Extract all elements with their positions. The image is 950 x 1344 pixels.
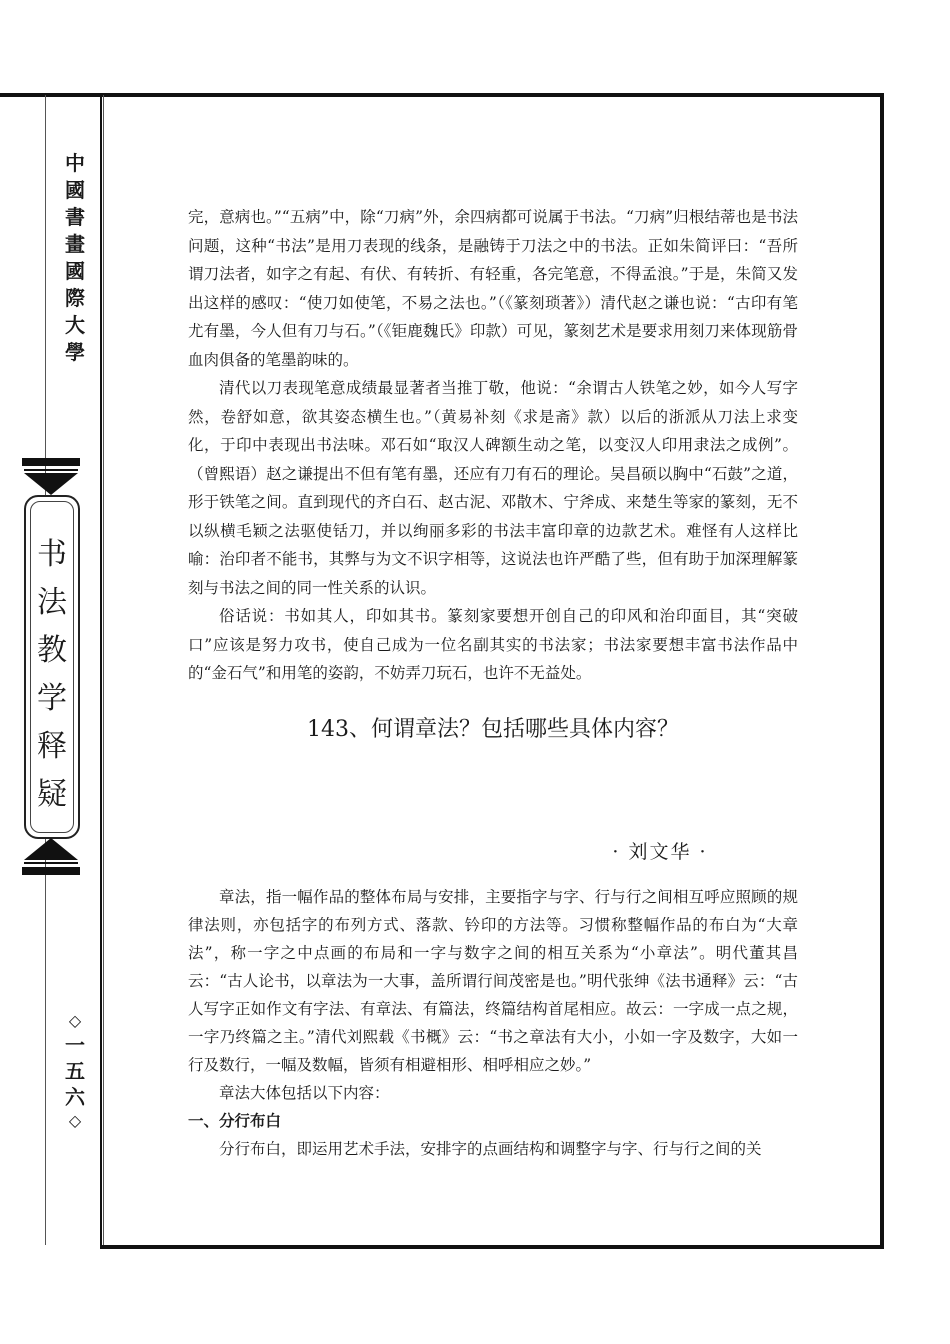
section-text (188, 883, 798, 1163)
section-heading: 143、何谓章法？包括哪些具体内容？ (307, 717, 679, 742)
school-char: 國 (65, 259, 85, 283)
page-frame-bottom (100, 1245, 884, 1249)
school-char: 中 (65, 151, 85, 175)
chevron-down-ornament-icon (24, 473, 78, 495)
page-number-char: 一 (65, 1033, 85, 1057)
paragraph: 清代以刀表现笔意成绩最显著者当推丁敬，他说：“余谓古人铁笔之妙，如今人写字然，卷舒如意，欲其姿态横生也。”（黄易补刻《求是斋》款）以后的浙派从刀法上求变化，于印中表现出书法味。邓石如“取汉人碑额生动之笔，以变汉人印用隶法之成例”。（曾熙语）赵之谦提出不但有笔有墨，还应有刀有石的理论。吴昌硕以胸中“石鼓”之道，形于铁笔之间。直到现代的齐白石、赵古泥、邓散木、宁斧成、来楚生等家的篆刻，无不以纵横毛颖之法驱使铦刀，并以绚丽多彩的书法丰富印章的边款艺术。难怪有人这样比喻：治印者不能书，其弊与为文不识字相等，这说法也许严酷了些，但有助于加深理解篆刻与书法之间的同一性关系的认识。 (188, 379, 798, 597)
school-char: 畫 (65, 232, 85, 256)
ornament-line-bottom (24, 862, 78, 864)
sidebar-rule-inner (103, 95, 104, 1245)
paragraph: 俗话说：书如其人，印如其书。篆刻家要想开创自己的印风和治印面目，其“突破口”应该是努力攻书，使自己成为一位名副其实的书法家；书法家要想丰富书法作品中的“金石气”和用笔的姿韵，不妨弄刀玩石，也许不无益处。 (188, 607, 798, 682)
book-title-panel (24, 495, 80, 839)
page-number-char: 五 (65, 1059, 85, 1083)
school-char: 國 (65, 178, 85, 202)
book-title-char: 学 (37, 681, 67, 716)
school-char: 際 (65, 286, 85, 310)
ornament-bar-bottom (22, 867, 80, 875)
school-char: 學 (65, 340, 85, 364)
paragraph: 分行布白，即运用艺术手法，安排字的点画结构和调整字与字、行与行之间的关 (219, 1140, 762, 1158)
book-title-char: 法 (37, 585, 67, 620)
subheading: 一、分行布白 (188, 1111, 282, 1130)
page-frame-top (0, 93, 883, 97)
book-title-vertical (26, 531, 78, 819)
diamond-icon: ◇ (68, 1011, 82, 1030)
school-char: 大 (65, 313, 85, 337)
school-char: 書 (65, 205, 85, 229)
book-title-char: 书 (37, 537, 67, 572)
page-frame-right (880, 93, 884, 1249)
paragraph: 完，意病也。”“五病”中，除“刀病”外，余四病都可说属于书法。“刀病”归根结蒂也是书法问题，这种“书法”是用刀表现的线条，是融铸于刀法之中的书法。正如朱简评曰：“吾所谓刀法者，如字之有起、有伏、有转折、有轻重，各完笔意，不得孟浪。”于是，朱简又发出这样的感叹：“使刀如使笔，不易之法也。”（《篆刻琐著》）清代赵之谦也说：“古印有笔尤有墨，今人但有刀与石。”（《钜鹿魏氏》印款）可见，篆刻艺术是要求用刻刀来体现筋骨血肉俱备的笔墨韵味的。 (188, 208, 798, 369)
paragraph: 章法大体包括以下内容： (219, 1084, 390, 1102)
page-number-char: 六 (65, 1085, 85, 1109)
paragraph: 章法，指一幅作品的整体布局与安排，主要指字与字、行与行之间相互呼应照顾的规律法则，亦包括字的布列方式、落款、钤印的方法等。习惯称整幅作品的布白为“大章法”，称一字之中点画的布局和一字与数字之间的相互关系为“小章法”。明代董其昌云：“古人论书，以章法为一大事，盖所谓行间茂密是也。”明代张绅《法书通释》云：“古人写字正如作文有字法、有章法、有篇法，终篇结构首尾相应。故云：一字成一点之规，一字乃终篇之主。”清代刘熙载《书概》云：“书之章法有大小，小如一字及数字，大如一行及数行，一幅及数幅，皆须有相避相形、相呼相应之妙。” (188, 888, 798, 1074)
book-title-char: 教 (37, 633, 67, 668)
ornament-bar-top (22, 458, 80, 466)
book-title-char: 释 (37, 729, 67, 764)
author-name: · 刘文华 · (612, 841, 708, 863)
page-frame-left (100, 93, 102, 1249)
book-title-char: 疑 (37, 777, 67, 812)
diamond-icon: ◇ (68, 1111, 82, 1130)
ornament-line-top (24, 469, 78, 471)
page-number (50, 1010, 100, 1132)
body-text (188, 203, 798, 688)
chevron-up-ornament-icon (24, 838, 78, 860)
school-name-vertical (60, 150, 90, 366)
